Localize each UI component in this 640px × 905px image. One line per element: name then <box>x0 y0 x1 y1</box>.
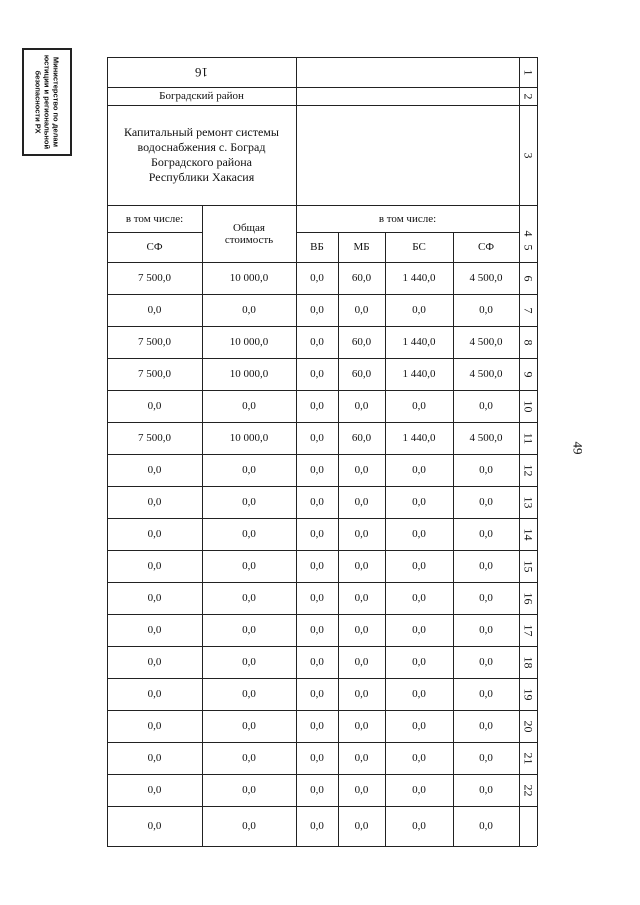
total-cost-cell: 0,0 <box>242 688 256 700</box>
left-sf-cell: 0,0 <box>147 304 162 316</box>
total-cost-cell: 10 000,0 <box>229 272 269 284</box>
row-number-text: 7 <box>521 307 536 313</box>
mb-cell: 0,0 <box>354 464 369 476</box>
bs-cell: 0,0 <box>412 464 426 476</box>
bs-cell: 0,0 <box>412 688 426 700</box>
bs-cell: 0,0 <box>412 560 426 572</box>
table-border-right <box>537 57 538 846</box>
row-number <box>519 614 537 646</box>
bs-cell: 0,0 <box>412 528 426 540</box>
total-cost-cell: 0,0 <box>242 592 256 604</box>
row-number <box>519 232 537 262</box>
sf-cell: 0,0 <box>479 304 493 316</box>
mb-cell: 0,0 <box>354 400 369 412</box>
mb-header: МБ <box>353 241 370 253</box>
vb-cell: 0,0 <box>310 528 324 540</box>
sf-cell: 0,0 <box>479 752 493 764</box>
total-cost-cell: 0,0 <box>242 528 256 540</box>
vb-cell: 0,0 <box>310 560 324 572</box>
mb-cell: 0,0 <box>354 720 369 732</box>
project-title-line: Боградского района <box>151 155 252 169</box>
row-number-text: 10 <box>521 400 536 412</box>
bs-cell: 1 440,0 <box>402 432 436 444</box>
row-number <box>519 87 537 105</box>
row-number <box>519 422 537 454</box>
mb-cell: 0,0 <box>354 592 369 604</box>
row-number-text: 14 <box>521 528 536 540</box>
row-number <box>519 486 537 518</box>
total-cost-cell: 10 000,0 <box>229 368 269 380</box>
project-title-line: Капитальный ремонт системы <box>124 125 279 139</box>
vb-cell: 0,0 <box>310 688 324 700</box>
left-sf-cell: 0,0 <box>147 688 162 700</box>
mb-cell: 0,0 <box>354 560 369 572</box>
row-number-text: 1 <box>521 69 536 75</box>
mb-cell: 0,0 <box>354 688 369 700</box>
bs-header: БС <box>412 241 426 253</box>
row-number-text: 19 <box>521 688 536 700</box>
left-sf-cell: 0,0 <box>147 592 162 604</box>
district-name: Боградский район <box>159 90 244 102</box>
left-sf-cell: 7 500,0 <box>138 272 171 284</box>
mb-cell: 0,0 <box>354 820 369 832</box>
row-number-text: 16 <box>521 592 536 604</box>
project-title-line: водоснабжения с. Боград <box>137 140 266 154</box>
left-sf-cell: 0,0 <box>147 752 162 764</box>
row-number-text: 12 <box>521 464 536 476</box>
row-number-text: 18 <box>521 656 536 668</box>
sf-cell: 0,0 <box>479 784 493 796</box>
row-number <box>519 262 537 294</box>
bs-cell: 0,0 <box>412 820 426 832</box>
sf-cell: 0,0 <box>479 624 493 636</box>
row-number <box>519 454 537 486</box>
bs-cell: 0,0 <box>412 592 426 604</box>
sf-cell: 0,0 <box>479 720 493 732</box>
row-number <box>519 390 537 422</box>
row-number-text: 8 <box>521 339 536 345</box>
sf-header: СФ <box>477 241 495 253</box>
total-cost-cell: 10 000,0 <box>229 336 269 348</box>
total-cost-cell: 0,0 <box>242 784 256 796</box>
total-cost-cell: 0,0 <box>242 624 256 636</box>
total-cost-cell: 0,0 <box>242 304 256 316</box>
row-number-text: 20 <box>521 720 536 732</box>
mb-cell: 0,0 <box>354 784 369 796</box>
row-number-text: 17 <box>521 624 536 636</box>
sf-cell: 0,0 <box>479 592 493 604</box>
vb-cell: 0,0 <box>310 624 324 636</box>
bs-cell: 1 440,0 <box>402 368 436 380</box>
vb-cell: 0,0 <box>310 432 324 444</box>
vb-cell: 0,0 <box>310 496 324 508</box>
bs-cell: 0,0 <box>412 304 426 316</box>
sf-cell: 4 500,0 <box>469 336 503 348</box>
vb-header: ВБ <box>310 241 324 253</box>
left-sf-cell: 0,0 <box>147 528 162 540</box>
total-cost-cell: 0,0 <box>242 656 256 668</box>
left-sf-cell: 0,0 <box>147 656 162 668</box>
total-cost-cell: 0,0 <box>242 820 256 832</box>
row-number-text: 6 <box>521 275 536 281</box>
sf-cell: 4 500,0 <box>469 272 503 284</box>
vb-cell: 0,0 <box>310 656 324 668</box>
row-number-text: 21 <box>521 752 536 764</box>
total-cost-header: Общая стоимость <box>224 221 274 246</box>
left-sf-cell: 0,0 <box>147 400 162 412</box>
row-number-text: 9 <box>521 371 536 377</box>
vb-cell: 0,0 <box>310 720 324 732</box>
left-sf-cell: 7 500,0 <box>138 432 171 444</box>
project-title <box>107 105 296 205</box>
bs-cell: 0,0 <box>412 496 426 508</box>
sf-cell: 0,0 <box>479 528 493 540</box>
left-sf-cell: 0,0 <box>147 784 162 796</box>
mb-cell: 0,0 <box>354 496 369 508</box>
mb-cell: 0,0 <box>354 752 369 764</box>
row1-value-text: 16 <box>195 65 208 80</box>
row-number <box>519 678 537 710</box>
row-number <box>519 710 537 742</box>
bs-cell: 0,0 <box>412 720 426 732</box>
ministry-stamp <box>22 48 72 156</box>
row-number-text: 11 <box>521 432 536 444</box>
total-cost-cell: 0,0 <box>242 400 256 412</box>
row-line <box>107 846 537 847</box>
sf-cell: 0,0 <box>479 496 493 508</box>
vb-cell: 0,0 <box>310 400 324 412</box>
vb-cell: 0,0 <box>310 784 324 796</box>
total-cost-cell: 0,0 <box>242 496 256 508</box>
row-number <box>519 105 537 205</box>
stamp-text: Министерство по делам юстиции и региональной безопасности РХ <box>33 54 61 150</box>
left-sf-cell: 0,0 <box>147 496 162 508</box>
row-number-text: 3 <box>521 152 536 158</box>
page-number: 49 <box>570 441 586 455</box>
vb-cell: 0,0 <box>310 752 324 764</box>
bs-cell: 0,0 <box>412 400 426 412</box>
row-number-text: 13 <box>521 496 536 508</box>
bs-cell: 0,0 <box>412 784 426 796</box>
total-cost-cell: 0,0 <box>242 720 256 732</box>
right-in-total-label: в том числе: <box>378 212 437 225</box>
total-cost-cell: 0,0 <box>242 560 256 572</box>
row-number <box>519 358 537 390</box>
vb-cell: 0,0 <box>310 272 324 284</box>
total-cost-cell: 0,0 <box>242 752 256 764</box>
row-number <box>519 582 537 614</box>
total-cost-cell: 10 000,0 <box>229 432 269 444</box>
vb-cell: 0,0 <box>310 368 324 380</box>
left-sf-cell: 7 500,0 <box>138 368 171 380</box>
row-number <box>519 518 537 550</box>
left-sf-cell: 0,0 <box>147 560 162 572</box>
row-number-text: 22 <box>521 784 536 796</box>
sf-cell: 0,0 <box>479 560 493 572</box>
row-number-text: 5 <box>521 244 536 250</box>
mb-cell: 0,0 <box>354 304 369 316</box>
sf-cell: 0,0 <box>479 400 493 412</box>
left-sf-cell: 0,0 <box>147 624 162 636</box>
row-number-text: 2 <box>521 93 536 99</box>
bs-cell: 0,0 <box>412 624 426 636</box>
left-sf-cell: 0,0 <box>147 820 162 832</box>
sf-cell: 4 500,0 <box>469 368 503 380</box>
left-sf-cell: 7 500,0 <box>138 336 171 348</box>
bs-cell: 0,0 <box>412 752 426 764</box>
mb-cell: 60,0 <box>351 432 372 444</box>
row-number <box>519 646 537 678</box>
left-sf-cell: 0,0 <box>147 464 162 476</box>
total-cost-cell: 0,0 <box>242 464 256 476</box>
vb-cell: 0,0 <box>310 592 324 604</box>
vb-cell: 0,0 <box>310 464 324 476</box>
bs-cell: 1 440,0 <box>402 272 436 284</box>
sf-cell: 0,0 <box>479 464 493 476</box>
sf-cell: 4 500,0 <box>469 432 503 444</box>
sf-cell: 0,0 <box>479 656 493 668</box>
sf-cell: 0,0 <box>479 688 493 700</box>
left-sf-header: СФ <box>146 241 163 253</box>
row-number <box>519 57 537 87</box>
row-number <box>519 326 537 358</box>
row1-value <box>107 57 296 87</box>
mb-cell: 60,0 <box>351 336 372 348</box>
left-in-total-label: в том числе: <box>125 212 184 225</box>
row-number-text: 4 <box>521 230 536 237</box>
row-number <box>519 294 537 326</box>
left-sf-cell: 0,0 <box>147 720 162 732</box>
bs-cell: 0,0 <box>412 656 426 668</box>
mb-cell: 60,0 <box>351 272 372 284</box>
mb-cell: 0,0 <box>354 528 369 540</box>
row-number <box>519 742 537 774</box>
mb-cell: 0,0 <box>354 624 369 636</box>
mb-cell: 0,0 <box>354 656 369 668</box>
vb-cell: 0,0 <box>310 820 324 832</box>
sf-cell: 0,0 <box>479 820 493 832</box>
row-number <box>519 550 537 582</box>
row-number-text: 15 <box>521 560 536 572</box>
mb-cell: 60,0 <box>351 368 372 380</box>
project-title-line: Республики Хакасия <box>148 170 255 184</box>
vb-cell: 0,0 <box>310 304 324 316</box>
bs-cell: 1 440,0 <box>402 336 436 348</box>
vb-cell: 0,0 <box>310 336 324 348</box>
row-number <box>519 774 537 806</box>
